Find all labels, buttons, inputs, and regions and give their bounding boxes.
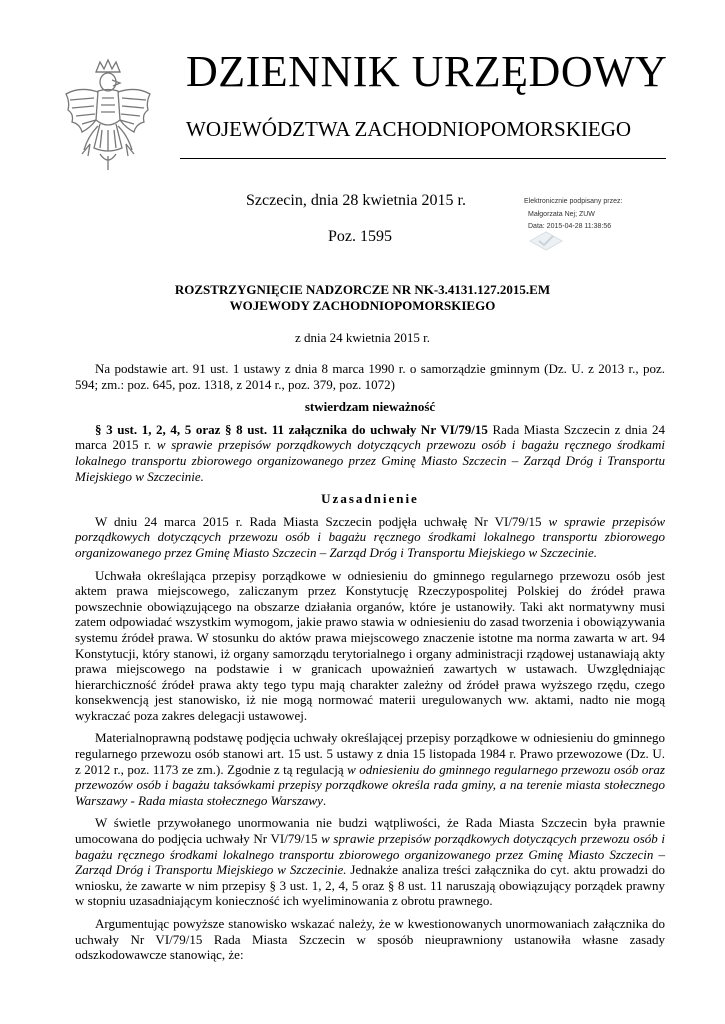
- justification-paragraph-1: [75, 514, 665, 561]
- p1-italic: w sprawie przepisów porządkowych dotyczących przewozu osób i bagażu ręcznego środkami lokalnego transportu zbiorowego organizowanego przez Gminę Miasto Szczecin – Zarząd Dróg i Transportu Miejskiego w Szczecinie.: [75, 513, 665, 560]
- signer-name: Małgorzata Nej; ZUW: [528, 210, 595, 218]
- eagle-emblem-icon: [60, 58, 156, 174]
- justification-heading: Uzasadnienie: [321, 491, 419, 507]
- p4-italic: w sprawie przepisów porządkowych dotyczących przewozu osób i bagażu ręcznego środkami lokalnego transportu zbiorowego organizowanego przez Gminę Miasto Szczecin – Zarząd Dróg i Transportu Miejskiego w Szczecinie.: [75, 831, 665, 878]
- annulled-scope: [75, 422, 665, 484]
- justification-paragraph-5: Argumentując powyższe stanowisko wskazać należy, że w kwestionowanych unormowaniach załącznika do uchwały Nr VI/79/15 Rada Miasta Szczecin w sposób nieuprawniony ustanowiła własne zasady odszkodowawcze stanowiąc, że:: [75, 916, 665, 963]
- document-body: [75, 361, 665, 970]
- document-title-line1: ROZSTRZYGNIĘCIE NADZORCZE NR NK-3.4131.127.2015.EM: [174, 282, 551, 297]
- p4-text-a: W świetle przywołanego unormowania nie budzi wątpliwości, że Rada Miasta Szczecin była prawnie umocowana do podjęcia uchwały Nr VI/79/15: [75, 815, 665, 847]
- issue-date-place: Szczecin, dnia 28 kwietnia 2015 r.: [246, 192, 466, 209]
- justification-paragraph-3: [75, 730, 665, 808]
- declaration: stwierdzam nieważność: [304, 399, 436, 415]
- p3-text: Materialnoprawną podstawę podjęcia uchwały określającej przepisy porządkowe w odniesieniu do gminnego regularnego przewozu osób stanowi art. 15 ust. 5 ustawy z dnia 15 listopada 1984 r. Prawo przewozowe (Dz. U. z 2012 r., poz. 1173 ze zm.). Zgodnie z tą regulacją: [75, 730, 665, 777]
- p3-end: .: [322, 792, 327, 808]
- electronic-signature-block: [524, 196, 622, 234]
- document-date: z dnia 24 kwietnia 2015 r.: [294, 330, 431, 345]
- annulled-provisions: § 3 ust. 1, 2, 4, 5 oraz § 8 ust. 11 załącznika do uchwały Nr VI/79/15: [95, 421, 488, 437]
- document-title-line2: WOJEWODY ZACHODNIOPOMORSKIEGO: [229, 298, 496, 313]
- signature-label: Elektronicznie podpisany przez:: [524, 198, 623, 205]
- legal-basis: Na podstawie art. 91 ust. 1 ustawy z dnia 8 marca 1990 r. o samorządzie gminnym (Dz. U. z 2013 r., poz. 594; zm.: poz. 645, poz. 1318, z 2014 r., poz. 379, poz. 1072): [75, 361, 665, 392]
- p4-text-b: Jednakże analiza treści załącznika do cyt. aktu prowadzi do wniosku, że zawarte w nim przepisy § 3 ust. 1, 2, 4, 5 oraz § 8 ust. 11 naruszają obowiązujący porządek prawny w stopniu uzasadniającym konieczność ich wyeliminowania z obrotu prawnego.: [75, 862, 665, 909]
- scope-council: Rada Miasta Szczecin z dnia 24 marca 2015 r.: [75, 421, 666, 453]
- p1-text: W dniu 24 marca 2015 r. Rada Miasta Szczecin podjęła uchwałę Nr VI/79/15: [95, 513, 549, 529]
- signature-date: Data: 2015-04-28 11:38:56: [528, 223, 612, 230]
- masthead-divider: [180, 158, 666, 159]
- journal-title: DZIENNIK URZĘDOWY: [186, 47, 668, 96]
- journal-subtitle: WOJEWÓDZTWA ZACHODNIOPOMORSKIEGO: [186, 117, 632, 141]
- justification-paragraph-4: [75, 815, 665, 909]
- resolution-title: w sprawie przepisów porządkowych dotyczących przewozu osób i bagażu ręcznego środkami lokalnego transportu zbiorowego organizowanego przez Gminę Miasto Szczecin – Zarząd Dróg i Transportu Miejskiego w Szczecinie.: [75, 437, 665, 484]
- justification-paragraph-2: Uchwała określająca przepisy porządkowe w odniesieniu do gminnego regularnego przewozu osób jest aktem prawa miejscowego, zaliczanym przez Konstytucję Rzeczypospolitej Polskiej do źródeł prawa powszechnie obowiązującego na obszarze działania organów, które je ustanowiły. Taki akt normatywny musi zatem odpowiadać wszystkim wymogom, jakie prawo stawia w odniesieniu do zasad tworzenia i obowiązywania systemu źródeł prawa. W stosunku do aktów prawa miejscowego znaczenie istotne ma norma zawarta w art. 94 Konstytucji, który stanowi, iż organy samorządu terytorialnego i organy administracji rządowej ustanawiają akty prawa miejscowego na podstawie i w granicach upoważnień zawartych w ustawach. Uwzględniając hierarchiczność źródeł prawa akty tego typu mają charakter zależny od źródeł prawa wyższego rzędu, czego konsekwencją jest stanowisko, iż nie mogą normować materii uregulowanych ww. aktami, nadto nie mogą wykraczać poza zakres delegacji ustawowej.: [75, 567, 665, 723]
- position-number: Poz. 1595: [328, 228, 392, 245]
- signature-checkmark-icon: [528, 230, 564, 252]
- p3-italic: w odniesieniu do gminnego regularnego przewozu osób oraz przewozów osób i bagażu taksówkami przepisy porządkowe określa rada gminy, a na terenie miasta stołecznego Warszawy - Rada miasta stołecznego Warszawy: [75, 761, 665, 808]
